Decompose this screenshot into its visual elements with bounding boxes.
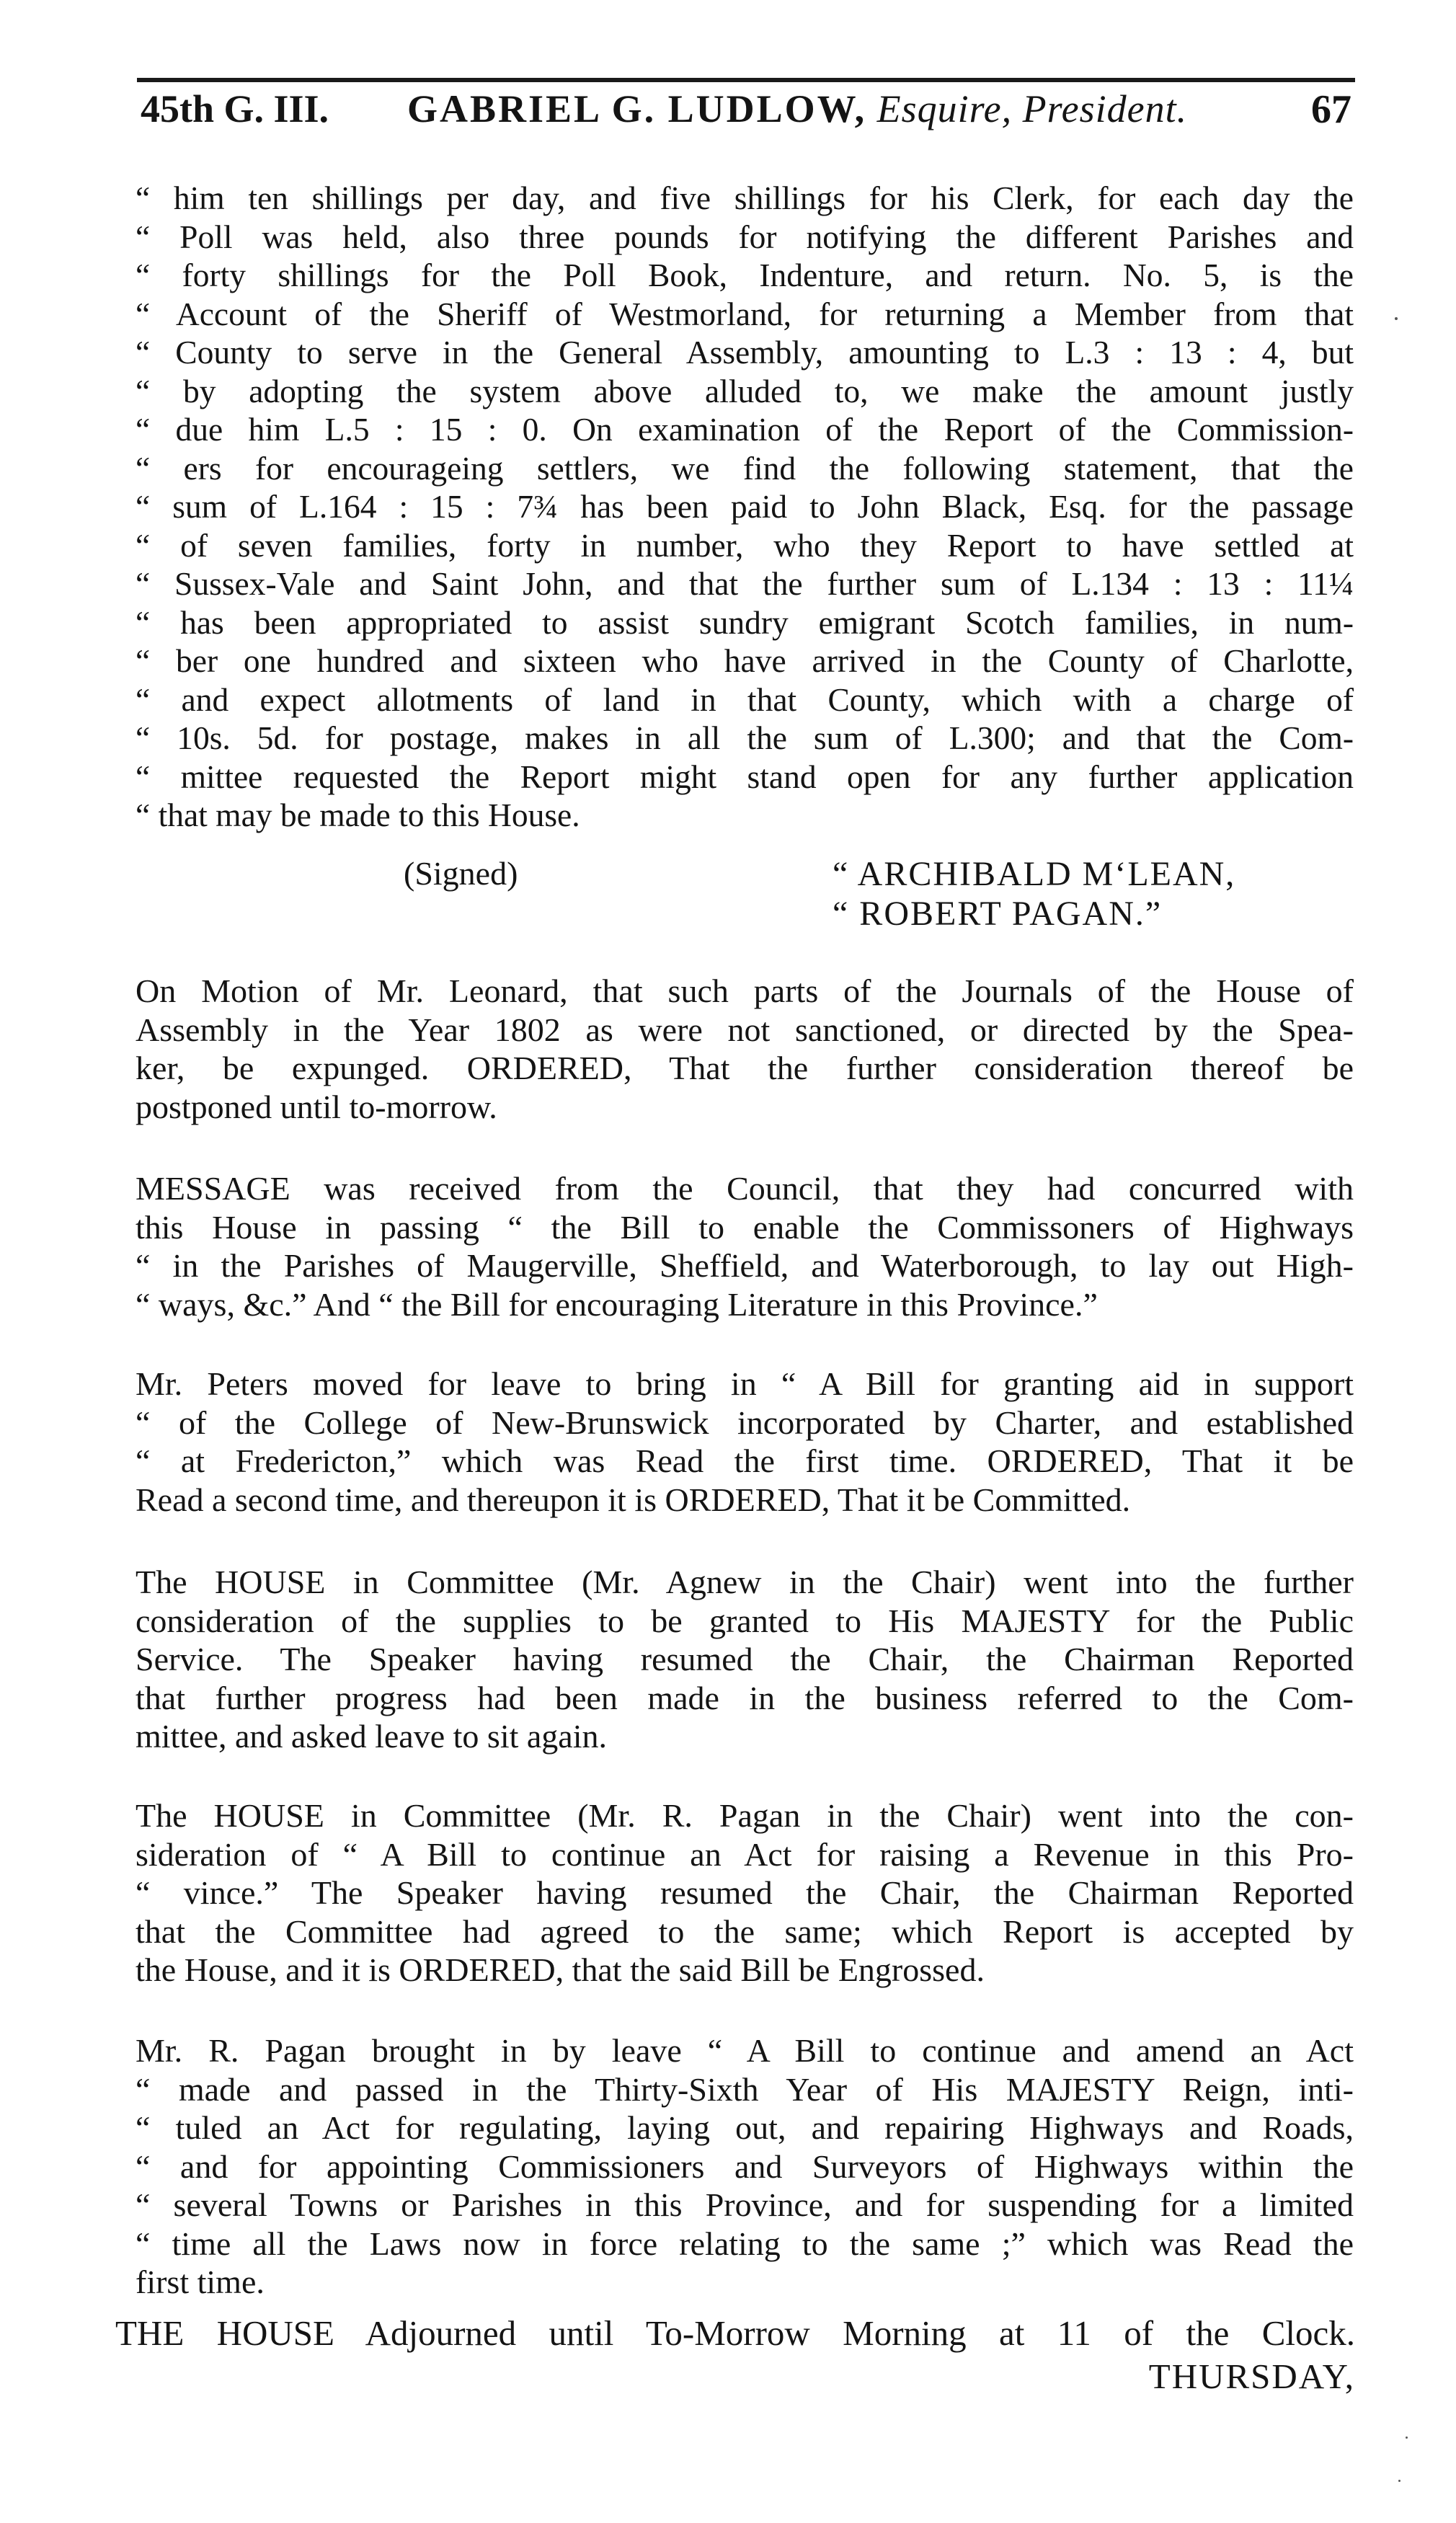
signatory-name: “ ARCHIBALD M‘LEAN, xyxy=(833,855,1236,893)
quote-line: “ Account of the Sheriff of Westmorland, for returning a Member from that xyxy=(136,295,1354,332)
paragraph-line: “ vince.” The Speaker having resumed the Chair, the Chairman Reported xyxy=(136,1874,1354,1911)
paragraph-line: “ at Fredericton,” which was Read the first time. ORDERED, That it be xyxy=(136,1442,1354,1479)
committee-report-quote xyxy=(136,179,1354,835)
quote-line: “ County to serve in the General Assembly, amounting to L.3 : 13 : 4, but xyxy=(136,334,1354,371)
paragraph-motion-expunge xyxy=(136,972,1354,1126)
quote-line: “ of seven families, forty in number, who they Report to have settled at xyxy=(136,526,1354,564)
paragraph-line: first time. xyxy=(136,2263,265,2300)
page-number: 67 xyxy=(1311,87,1351,132)
quote-line: “ and expect allotments of land in that County, which with a charge of xyxy=(136,680,1354,718)
quote-line: “ 10s. 5d. for postage, makes in all the sum of L.300; and that the Com- xyxy=(136,719,1354,756)
paragraph-highways-bill xyxy=(136,2031,1354,2302)
president-name: GABRIEL G. LUDLOW, xyxy=(407,87,867,130)
paragraph-line: that further progress had been made in the business referred to the Com- xyxy=(136,1679,1354,1716)
paragraph-line: sideration of “ A Bill to continue an Act for raising a Revenue in this Pro- xyxy=(136,1835,1354,1873)
paragraph-line: “ ways, &c.” And “ the Bill for encouraging Literature in this Province.” xyxy=(136,1285,1098,1323)
paragraph-council-message xyxy=(136,1169,1354,1323)
president-title: Esquire, President. xyxy=(866,87,1188,130)
paragraph-line: MESSAGE was received from the Council, that they had concurred with xyxy=(136,1170,1354,1207)
quote-line: “ that may be made to this House. xyxy=(136,797,580,833)
print-speck xyxy=(1395,317,1398,320)
quote-line: “ due him L.5 : 15 : 0. On examination of the Report of the Commission- xyxy=(136,411,1354,448)
paragraph-line: Mr. Peters moved for leave to bring in “ A Bill for granting aid in support xyxy=(136,1365,1354,1402)
paragraph-line: ker, be expunged. ORDERED, That the further consideration thereof be xyxy=(136,1050,1354,1086)
quote-line: “ has been appropriated to assist sundry emigrant Scotch families, in num- xyxy=(136,603,1354,641)
paragraph-line: consideration of the supplies to be granted to His MAJESTY for the Public xyxy=(136,1602,1354,1639)
header-rule xyxy=(137,78,1355,82)
adjournment-line: THE HOUSE Adjourned until To-Morrow Morning at 11 of the Clock. xyxy=(115,2313,1355,2353)
quote-line: “ ber one hundred and sixteen who have arrived in the County of Charlotte, xyxy=(136,642,1354,679)
paragraph-line: The HOUSE in Committee (Mr. Agnew in the Chair) went into the further xyxy=(136,1564,1354,1600)
paragraph-line: postponed until to-morrow. xyxy=(136,1088,497,1125)
print-speck xyxy=(1406,2436,1408,2439)
paragraph-college-bill xyxy=(136,1365,1354,1519)
paragraph-line: “ and for appointing Commissioners and Surveyors of Highways within the xyxy=(136,2147,1354,2185)
paragraph-line: Service. The Speaker having resumed the Chair, the Chairman Reported xyxy=(136,1641,1354,1677)
paragraph-line: “ of the College of New-Brunswick incorporated by Charter, and established xyxy=(136,1404,1354,1441)
paragraph-line: Assembly in the Year 1802 as were not sanctioned, or directed by the Spea- xyxy=(136,1011,1354,1048)
regnal-year: 45th G. III. xyxy=(141,87,329,130)
paragraph-line: that the Committee had agreed to the same; which Report is accepted by xyxy=(136,1912,1354,1950)
paragraph-line: the House, and it is ORDERED, that the said Bill be Engrossed. xyxy=(136,1951,985,1988)
catchword: THURSDAY, xyxy=(1148,2356,1355,2396)
paragraph-line: “ made and passed in the Thirty-Sixth Year of His MAJESTY Reign, inti- xyxy=(136,2070,1354,2108)
quote-line: “ mittee requested the Report might stand open for any further application xyxy=(136,758,1354,795)
signatory-name: “ ROBERT PAGAN.” xyxy=(833,895,1163,933)
quote-line: “ Poll was held, also three pounds for notifying the different Parishes and xyxy=(136,218,1354,255)
quote-line: “ forty shillings for the Poll Book, Indenture, and return. No. 5, is the xyxy=(136,257,1354,293)
paragraph-line: Read a second time, and thereupon it is ORDERED, That it be Committed. xyxy=(136,1481,1131,1518)
header-title xyxy=(407,87,1187,131)
paragraph-revenue-bill xyxy=(136,1796,1354,1990)
quote-line: “ by adopting the system above alluded to, we make the amount justly xyxy=(136,372,1354,409)
quote-line: “ sum of L.164 : 15 : 7¾ has been paid to John Black, Esq. for the passage xyxy=(136,488,1354,525)
paragraph-supplies-committee xyxy=(136,1563,1354,1756)
quote-line: “ him ten shillings per day, and five shillings for his Clerk, for each day the xyxy=(136,179,1354,216)
paragraph-line: On Motion of Mr. Leonard, that such parts of the Journals of the House of xyxy=(136,972,1354,1009)
paragraph-line: “ time all the Laws now in force relating to the same ;” which was Read the xyxy=(136,2225,1354,2262)
quote-line: “ Sussex-Vale and Saint John, and that the further sum of L.134 : 13 : 11¼ xyxy=(136,565,1354,602)
paragraph-line: this House in passing “ the Bill to enable the Commissoners of Highways xyxy=(136,1208,1354,1246)
paragraph-line: The HOUSE in Committee (Mr. R. Pagan in the Chair) went into the con- xyxy=(136,1797,1354,1834)
print-speck xyxy=(1398,2480,1400,2482)
paragraph-line: “ in the Parishes of Maugerville, Sheffield, and Waterborough, to lay out High- xyxy=(136,1247,1354,1284)
paragraph-line: “ several Towns or Parishes in this Province, and for suspending for a limited xyxy=(136,2186,1354,2223)
paragraph-line: Mr. R. Pagan brought in by leave “ A Bill to continue and amend an Act xyxy=(136,2032,1354,2069)
quote-line: “ ers for encourageing settlers, we find the following statement, that the xyxy=(136,449,1354,487)
running-header xyxy=(141,87,1351,141)
paragraph-line: mittee, and asked leave to sit again. xyxy=(136,1718,607,1755)
paragraph-line: “ tuled an Act for regulating, laying out, and repairing Highways and Roads, xyxy=(136,2109,1354,2146)
signed-label: (Signed) xyxy=(404,855,518,892)
